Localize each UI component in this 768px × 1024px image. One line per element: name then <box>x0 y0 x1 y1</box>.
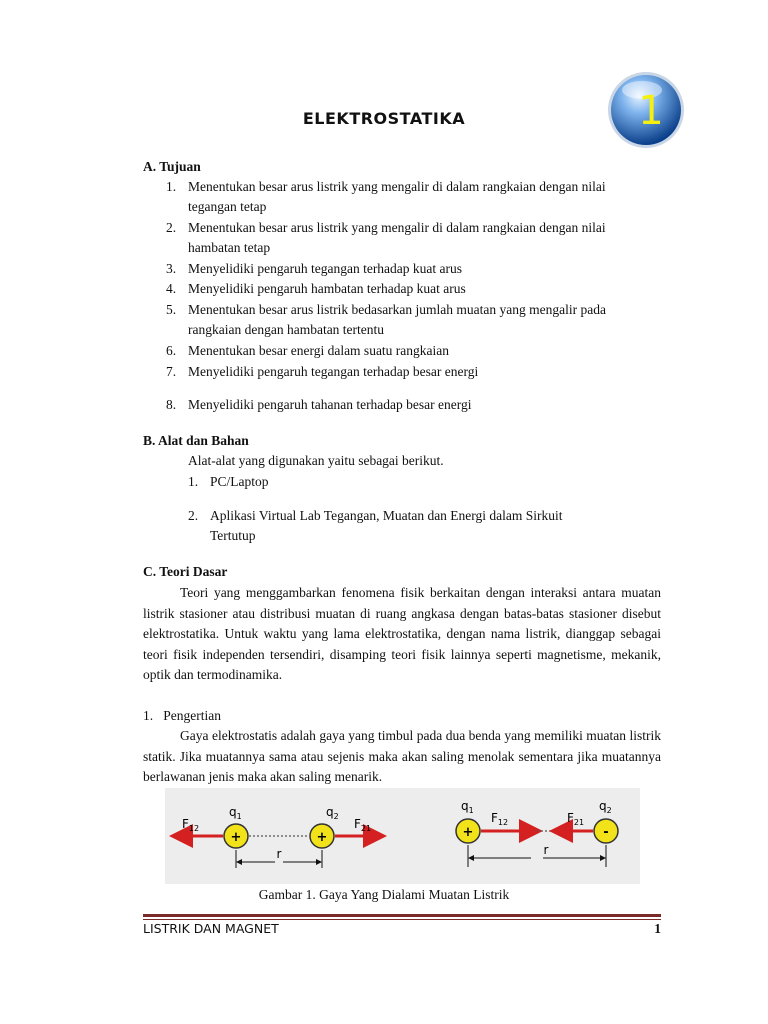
page-number: 1 <box>654 921 661 936</box>
distance-r-label: r <box>543 843 549 857</box>
list-item-text: Menyelidiki pengaruh tahanan terhadap besar energi <box>188 397 472 412</box>
list-item-number: 1. <box>188 474 199 489</box>
list-item-text: Menentukan besar arus listrik bedasarkan jumlah muatan yang mengalir pada <box>188 302 606 317</box>
subsection-heading: 1. Pengertian <box>143 708 221 723</box>
list-item-text-cont: Tertutup <box>210 528 256 543</box>
list-item-number: 2. <box>166 220 177 235</box>
charge-q2-sign: + <box>316 830 328 845</box>
force-f12-label: $F_{12}$ <box>491 811 509 827</box>
list-item-number: 2. <box>188 508 199 523</box>
list-item-text: Menentukan besar arus listrik yang mengalir di dalam rangkaian dengan nilai <box>188 179 606 194</box>
charge-q2-label: $q_2$ <box>326 805 339 821</box>
list-item-text: Menyelidiki pengaruh tegangan terhadap kuat arus <box>188 261 463 276</box>
list-item-number: 5. <box>166 302 177 317</box>
list-item-text: PC/Laptop <box>210 474 269 489</box>
definition-paragraph: Gaya elektrostatis adalah gaya yang timbul pada dua benda yang memiliki muatan listrik statik. Jika muatannya sama atau sejenis maka akan saling menolak sementara jika muatannya berlawanan jenis maka akan saling menarik. <box>143 728 661 784</box>
section-b-intro: Alat-alat yang digunakan yaitu sebagai berikut. <box>188 453 444 468</box>
force-f21-label: $F_{21}$ <box>567 811 585 827</box>
charge-q1-sign: + <box>462 825 474 840</box>
section-b-heading: B. Alat dan Bahan <box>143 433 249 448</box>
list-item-text: Menentukan besar arus listrik yang mengalir di dalam rangkaian dengan nilai <box>188 220 606 235</box>
list-item-text-cont: rangkaian dengan hambatan tertentu <box>188 322 385 337</box>
chapter-number: 1 <box>638 88 664 134</box>
list-item-number: 6. <box>166 343 177 358</box>
figure-caption: Gambar 1. Gaya Yang Dialami Muatan Listrik <box>258 887 510 902</box>
footer-rule <box>143 914 661 917</box>
charge-q1-label: $q_1$ <box>229 805 242 821</box>
attraction-diagram <box>456 799 618 867</box>
charge-q1-label: $q_1$ <box>461 799 474 815</box>
figure-coulomb-forces <box>165 788 640 884</box>
force-f21-label: $F_{21}$ <box>354 817 372 833</box>
list-item-text-cont: tegangan tetap <box>188 199 267 214</box>
list-item-number: 4. <box>166 281 177 296</box>
section-c-heading: C. Teori Dasar <box>143 564 228 579</box>
list-item-number: 8. <box>166 397 177 412</box>
list-item-text: Menyelidiki pengaruh tegangan terhadap besar energi <box>188 364 479 379</box>
list-item-number: 7. <box>166 364 177 379</box>
list-item-number: 3. <box>166 261 177 276</box>
footer-rule-thin <box>143 919 661 920</box>
list-item-text-cont: hambatan tetap <box>188 240 271 255</box>
charge-q1-sign: + <box>230 830 242 845</box>
footer-running-title: LISTRIK DAN MAGNET <box>143 921 279 936</box>
distance-r-label: r <box>276 847 282 861</box>
force-f12-label: $F_{12}$ <box>182 817 200 833</box>
charge-q2-label: $q_2$ <box>599 799 612 815</box>
list-item-number: 1. <box>166 179 177 194</box>
repulsion-diagram <box>175 805 381 868</box>
section-a-heading: A. Tujuan <box>143 159 201 174</box>
theory-paragraph: Teori yang menggambarkan fenomena fisik berkaitan dengan interaksi antara muatan listrik stasioner atau distribusi muatan di ruang angkasa dengan batas-batas stasioner disebut elektrostatika. Untuk waktu yang lama elektrostatika, dengan nama listrik, dianggap sebagai teori fisik independen tersendiri, disamping teori fisik lainnya seperti magnetisme, mekanik, optik dan termodinamika. <box>143 585 661 682</box>
charge-q2-sign: - <box>603 825 609 840</box>
figure-diagram <box>165 788 640 884</box>
list-item-text: Menentukan besar energi dalam suatu rangkaian <box>188 343 450 358</box>
list-item-text: Menyelidiki pengaruh hambatan terhadap kuat arus <box>188 281 466 296</box>
page-title: ELEKTROSTATIKA <box>302 109 466 128</box>
list-item-text: Aplikasi Virtual Lab Tegangan, Muatan dan Energi dalam Sirkuit <box>210 508 563 523</box>
